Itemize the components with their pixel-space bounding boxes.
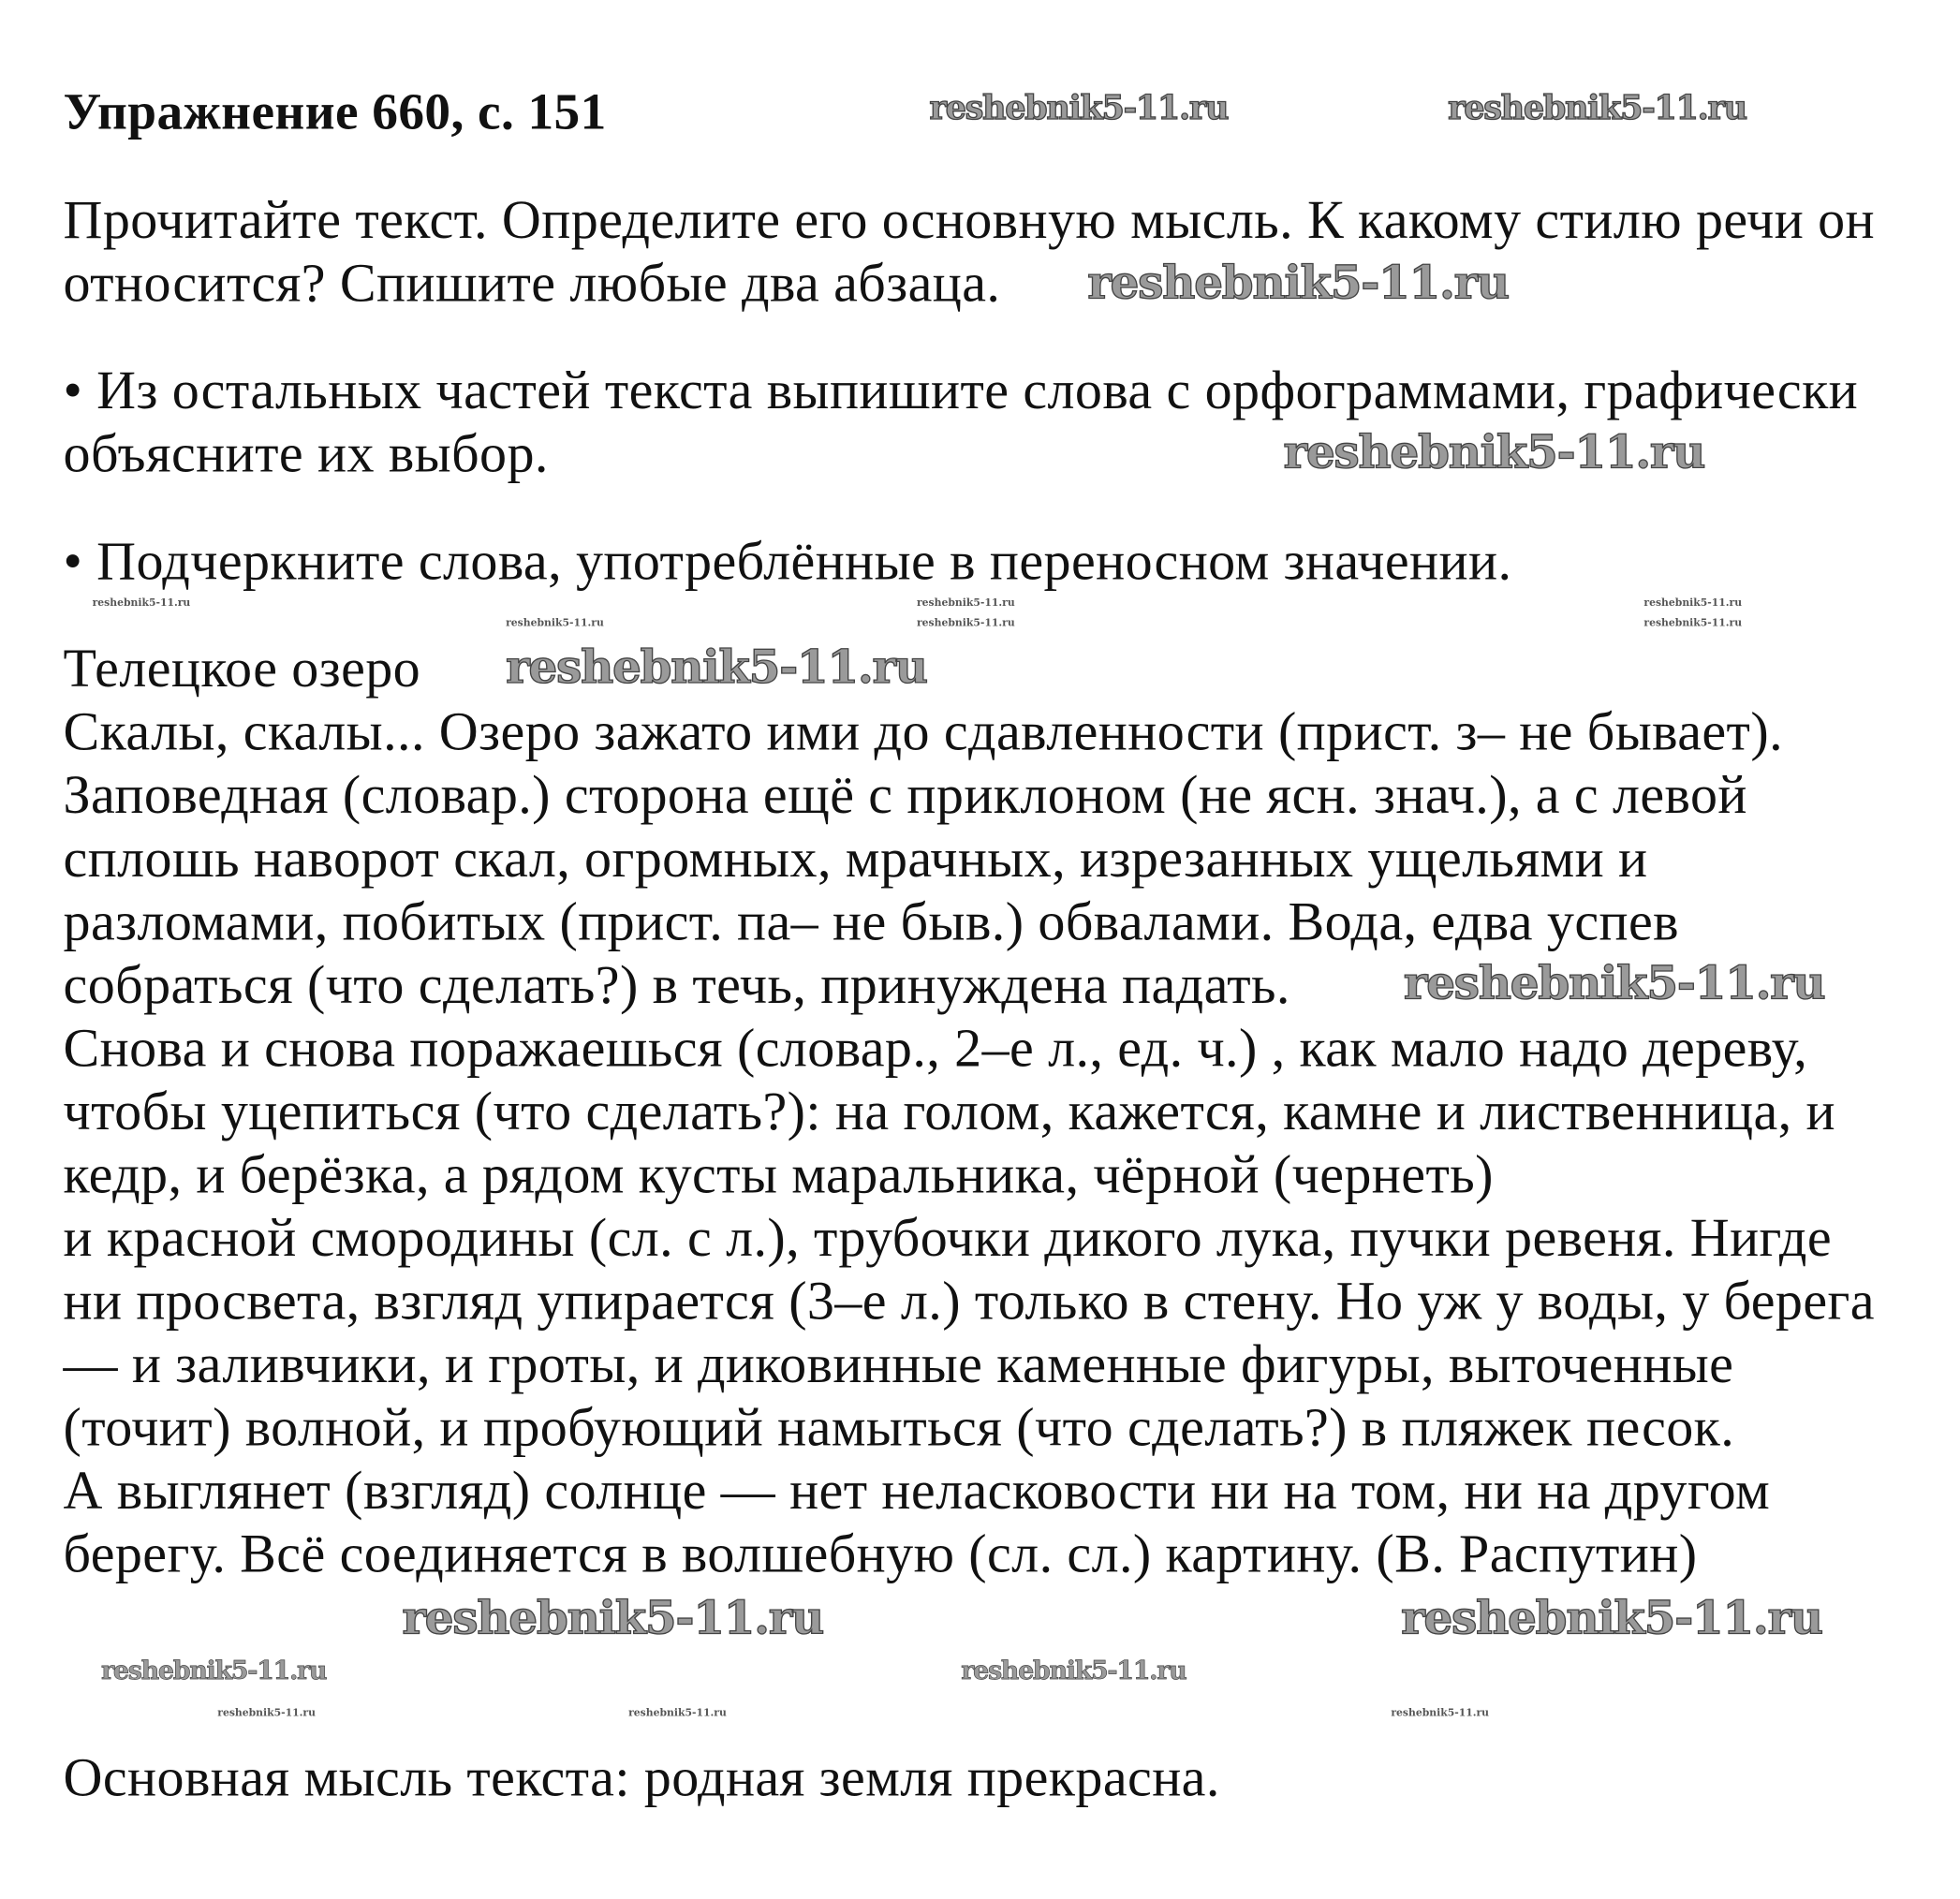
text-line: Скалы, скалы... Озеро зажато ими до сдавленности (прист. з– не бывает).: [63, 702, 1784, 763]
text-line: — и заливчики, и гроты, и диковинные каменные фигуры, выточенные: [63, 1334, 1734, 1395]
watermark: reshebnik5-11.ru: [402, 1592, 823, 1645]
text-line: собраться (что сделать?) в течь, принуждена падать.: [63, 955, 1290, 1016]
exercise-title: Упражнение 660, с. 151: [63, 81, 607, 140]
text-title: Телецкое озеро: [63, 640, 421, 699]
task-line: относится? Спишите любые два абзаца.: [63, 254, 1001, 314]
text-line: Снова и снова поражаешься (словар., 2–е л., ед. ч.) , как мало надо дереву,: [63, 1019, 1808, 1079]
watermark: reshebnik5-11.ru: [506, 640, 927, 695]
watermark-small: reshebnik5-11.ru: [916, 615, 1015, 629]
watermark-small: reshebnik5-11.ru: [506, 615, 604, 629]
task-line: • Подчеркните слова, употреблённые в переносном значении.: [63, 532, 1512, 592]
watermark-small: reshebnik5-11.ru: [1643, 615, 1743, 629]
watermark-small: reshebnik5-11.ru: [1643, 595, 1743, 609]
watermark: reshebnik5-11.ru: [961, 1655, 1186, 1686]
watermark-small: reshebnik5-11.ru: [916, 595, 1015, 609]
watermark: reshebnik5-11.ru: [1448, 89, 1746, 128]
text-line: чтобы уцепиться (что сделать?): на голом, кажется, камне и лиственница, и: [63, 1082, 1835, 1142]
text-line: ни просвета, взгляд упирается (3–е л.) только в стену. Но уж у воды, у берега: [63, 1272, 1875, 1332]
watermark: reshebnik5-11.ru: [1403, 957, 1825, 1010]
watermark-small: reshebnik5-11.ru: [628, 1705, 727, 1719]
text-line: Заповедная (словар.) сторона ещё с приклоном (не ясн. знач.), а с левой: [63, 766, 1747, 826]
watermark-small: reshebnik5-11.ru: [217, 1705, 316, 1719]
text-line: А выглянет (взгляд) солнце — нет неласковости ни на том, ни на другом: [63, 1461, 1771, 1522]
watermark-small: reshebnik5-11.ru: [92, 595, 191, 609]
text-line: кедр, и берёзка, а рядом кусты маральника, чёрной (чернеть): [63, 1145, 1494, 1205]
watermark: reshebnik5-11.ru: [101, 1655, 327, 1686]
text-line: и красной смородины (сл. с л.), трубочки дикого лука, пучки ревеня. Нигде: [63, 1208, 1833, 1269]
text-line: разломами, побитых (прист. па– не быв.) обвалами. Вода, едва успев: [63, 892, 1679, 952]
text-line: берегу. Всё соединяется в волшебную (сл. сл.) картину. (В. Распутин): [63, 1524, 1698, 1584]
watermark: reshebnik5-11.ru: [1401, 1592, 1822, 1645]
watermark-small: reshebnik5-11.ru: [1391, 1705, 1490, 1719]
text-line: (точит) волной, и пробующий намыться (что сделать?) в пляжек песок.: [63, 1398, 1735, 1458]
conclusion: Основная мысль текста: родная земля прекрасна.: [63, 1748, 1220, 1808]
watermark: reshebnik5-11.ru: [1087, 257, 1509, 310]
watermark: reshebnik5-11.ru: [929, 89, 1229, 128]
task-line: Прочитайте текст. Определите его основную мысль. К какому стилю речи он: [63, 190, 1876, 251]
text-line: сплошь наворот скал, огромных, мрачных, изрезанных ущельями и: [63, 829, 1648, 890]
watermark: reshebnik5-11.ru: [1283, 426, 1705, 479]
task-line: объясните их выбор.: [63, 424, 549, 485]
task-line: • Из остальных частей текста выпишите слова с орфограммами, графически: [63, 361, 1859, 421]
